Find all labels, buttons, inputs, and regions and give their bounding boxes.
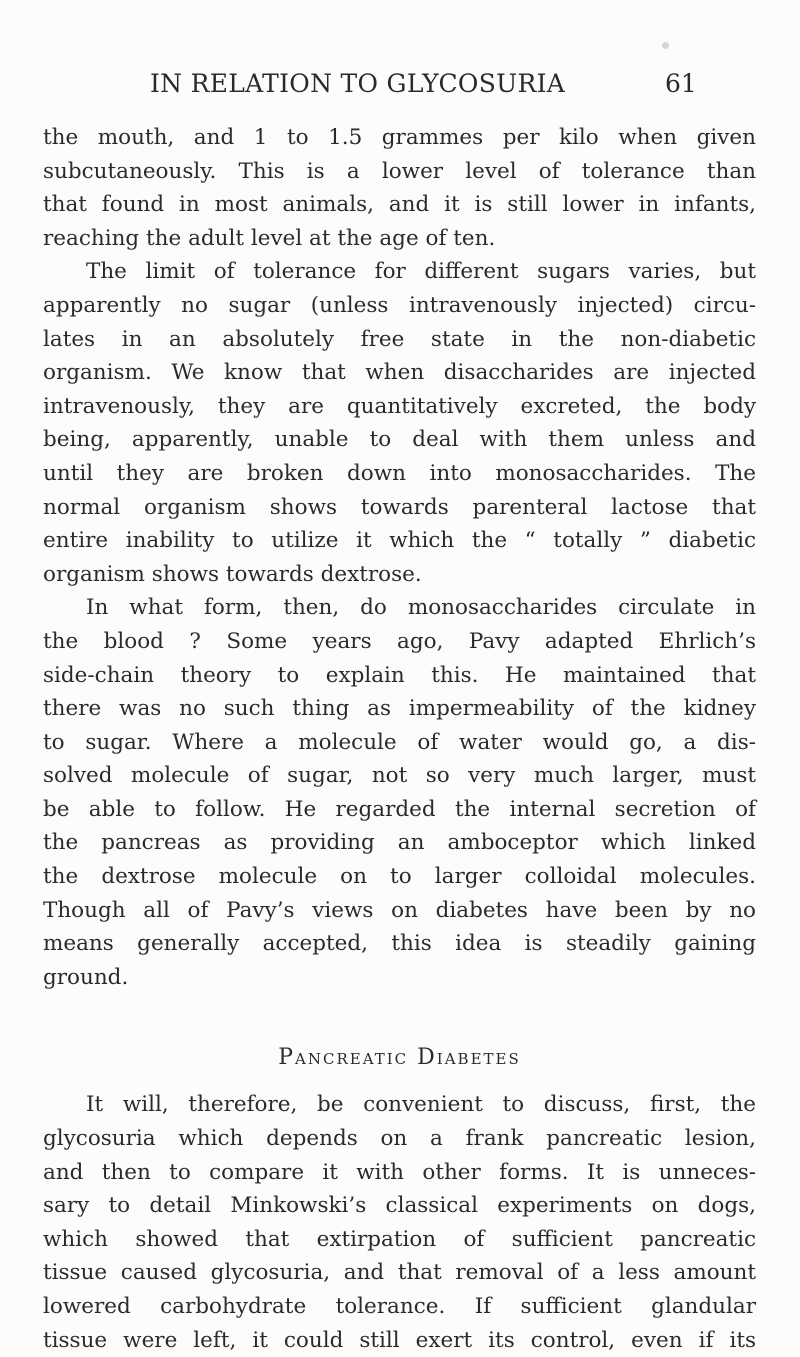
text-line: apparently no sugar (unless intravenously injected) circu-: [43, 292, 756, 318]
text-line: being, apparently, unable to deal with them unless and: [43, 427, 756, 453]
text-line: the dextrose molecule on to larger colloidal molecules.: [43, 864, 756, 890]
text-line: normal organism shows towards parenteral lactose that: [43, 494, 756, 520]
text-line: be able to follow. He regarded the internal secretion of: [43, 796, 756, 822]
heading-spacer: [43, 994, 756, 1034]
text-line: solved molecule of sugar, not so very much larger, must: [43, 763, 756, 789]
text-line: lowered carbohydrate tolerance. If sufficient glandular: [43, 1294, 756, 1319]
text-line: It will, therefore, be convenient to discuss, first, the: [86, 1092, 756, 1118]
section-heading-wrap: [43, 1034, 756, 1088]
section-heading: Pancreatic Diabetes: [278, 1045, 521, 1071]
text-line: there was no such thing as impermeability of the kidney: [43, 696, 756, 722]
text-line: until they are broken down into monosaccharides. The: [43, 460, 756, 486]
text-line: the blood ? Some years ago, Pavy adapted Ehrlich’s: [43, 628, 756, 654]
text-line: Though all of Pavy’s views on diabetes have been by no: [43, 897, 756, 923]
running-header: IN RELATION TO GLYCOSURIA: [150, 69, 566, 98]
text-line: entire inability to utilize it which the “ totally ” diabetic: [43, 528, 756, 554]
body-text: [43, 121, 756, 1357]
text-line: The limit of tolerance for different sugars varies, but: [86, 259, 756, 285]
text-line: tissue caused glycosuria, and that removal of a less amount: [43, 1260, 756, 1286]
text-line: to sugar. Where a molecule of water would go, a dis-: [43, 729, 756, 755]
text-line: In what form, then, do monosaccharides circulate in: [86, 595, 756, 621]
paragraph-4: [43, 1088, 756, 1357]
text-line: the pancreas as providing an amboceptor which linked: [43, 830, 756, 856]
paragraph-3: [43, 591, 756, 994]
text-line: reaching the adult level at the age of ten.: [43, 225, 496, 251]
text-line: means generally accepted, this idea is steadily gaining: [43, 931, 756, 957]
page-number: 61: [665, 69, 697, 98]
text-line: side-chain theory to explain this. He maintained that: [43, 662, 756, 688]
text-line: subcutaneously. This is a lower level of tolerance than: [43, 158, 756, 184]
text-line: organism shows towards dextrose.: [43, 561, 422, 587]
text-line: organism. We know that when disaccharides are injected: [43, 360, 756, 386]
text-line: and then to compare it with other forms. It is unneces-: [43, 1159, 756, 1185]
text-line: intravenously, they are quantitatively excreted, the body: [43, 393, 756, 419]
paragraph-1: [43, 121, 756, 255]
page-speck: [662, 42, 669, 49]
text-line: sary to detail Minkowski’s classical experiments on dogs,: [43, 1193, 756, 1219]
text-line: that found in most animals, and it is still lower in infants,: [43, 192, 756, 218]
text-line: which showed that extirpation of sufficient pancreatic: [43, 1226, 756, 1252]
text-line: glycosuria which depends on a frank pancreatic lesion,: [43, 1126, 756, 1152]
text-line: tissue were left, it could still exert its control, even if its: [43, 1327, 756, 1353]
paragraph-2: [43, 255, 756, 591]
text-line: the mouth, and 1 to 1.5 grammes per kilo when given: [43, 125, 756, 150]
text-line: lates in an absolutely free state in the non-diabetic: [43, 326, 756, 352]
text-line: ground.: [43, 964, 129, 990]
